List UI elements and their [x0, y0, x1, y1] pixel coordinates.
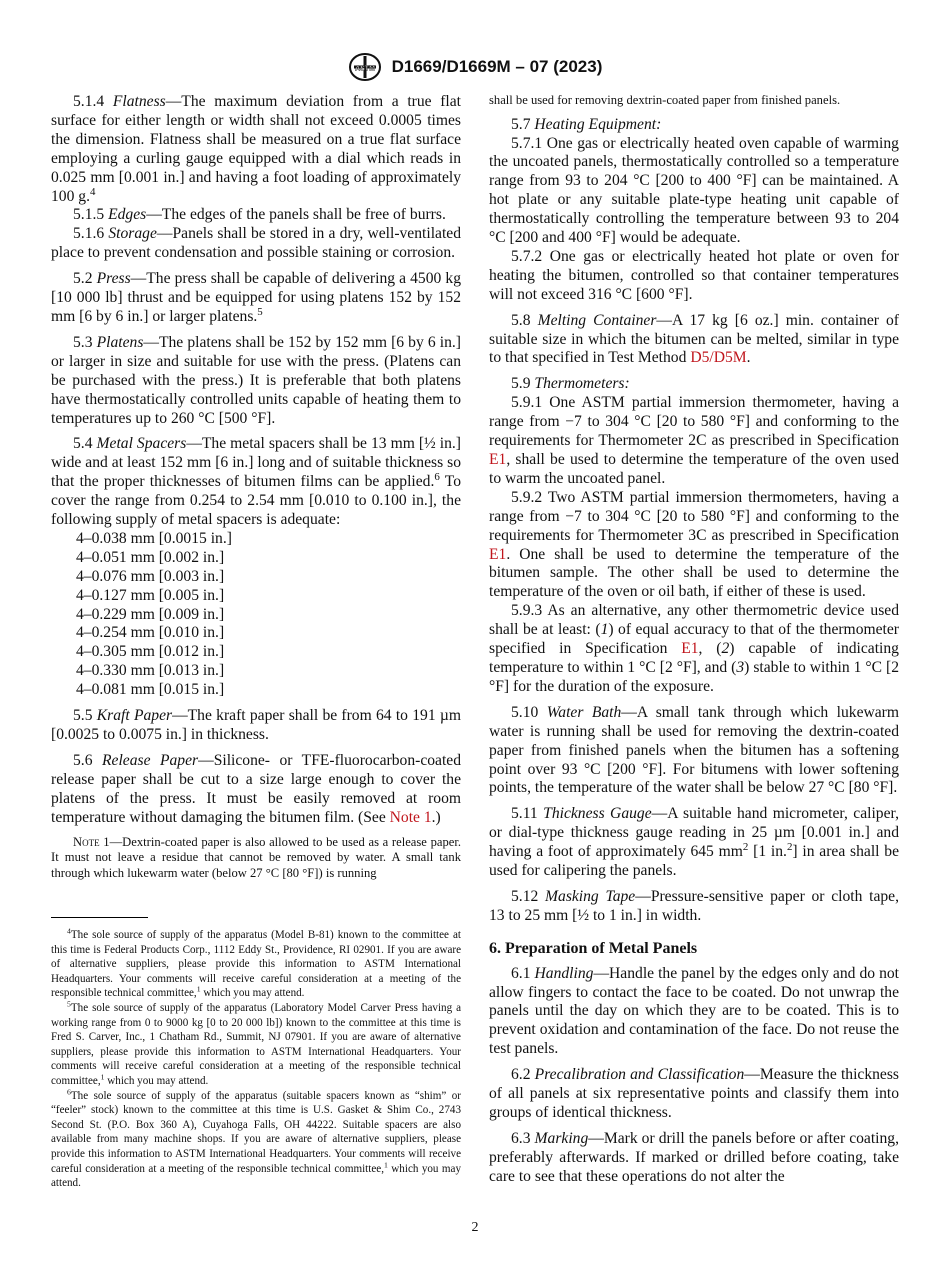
spacer-item: 4–0.330 mm [0.013 in.]	[76, 662, 225, 680]
note-1: Note 1—Dextrin-coated paper is also allowed to be used as a release paper. It must not leave a residue that cannot be removed by water. A small tank through which lukewarm water (below 27 °C [80 °F]) is running	[51, 834, 461, 880]
e1-link[interactable]: E1	[489, 545, 507, 563]
e1-link[interactable]: E1	[489, 451, 507, 468]
section-5-3: 5.3 Platens—The platens shall be 152 by 152 mm [6 by 6 in.] or larger in size and suitable for use with the press. (Platens can be purchased with the press.) It is preferable that both platens have thermostatically controlled units capable of heating them to temperatures up to 260 °C [500 °F].	[51, 333, 461, 427]
spacer-item: 4–0.254 mm [0.010 in.]	[76, 624, 225, 642]
note-1-continued: shall be used for removing dextrin-coated paper from finished panels.	[489, 93, 841, 107]
section-6-1: 6.1 Handling—Handle the panel by the edges only and do not allow fingers to contact the face to be coated. Do not unwrap the panels until the day on which they are to be coated. This is to prevent oxidation and contamination of the face. Do not reuse the test panels.	[489, 964, 900, 1058]
section-5-11: 5.11 Thickness Gauge—A suitable hand micrometer, caliper, or dial-type thickness gauge reading in 25 µm [0.001 in.] and having a foot of approximately 645 $mm^2$ [1 in.$^2$] in area shall be used for calipering the panels.	[489, 805, 899, 880]
spacer-item: 4–0.076 mm [0.003 in.]	[76, 567, 225, 585]
section-5-10: 5.10 Water Bath—A small tank through which lukewarm water is running shall be used for removing the dextrin-coated paper from finished panels when the bitumen has a softening point over 93 °C [200 °F]. For bitumens with lower softening points, the temperature of the water shall be below 27 °C [80 °F].	[489, 703, 900, 797]
d5-link[interactable]: D5/D5M	[690, 349, 747, 367]
footnote-4: $^4$The sole source of supply of the apparatus (Model B-81) known to the committee at this time is Federal Products Corp., 1112 Eddy St., Providence, RI 02901. If you are aware of alternative suppliers, please provide this information to ASTM International Headquarters. Your comments will receive careful consideration at a meeting of the responsible technical committee,$^1$ which you may attend.	[51, 926, 461, 1000]
section-5-9-1: 5.9.1 One ASTM partial immersion thermometer, having a range from −7 to 304 °C [20 to 580 °F] and conforming to the requirements for Thermometer 2C as prescribed in Specification E1, shall be used to determine the temperature of the oven used to warm the uncoated panel.	[489, 394, 899, 487]
page-header	[0, 52, 950, 82]
section-5-2: 5.2 Press—The press shall be capable of delivering a 4500 kg [10 000 lb] thrust and be equipped for using platens 152 by 152 mm [6 by 6 in.] or larger platens.$^5$	[51, 270, 461, 325]
section-5-6: 5.6 Release Paper—Silicone- or TFE-fluorocarbon-coated release paper shall be cut to a size large enough to cover the platens of the press. It must be easily removed at room temperature without damaging the bitumen film. (See Note 1.)	[51, 751, 462, 826]
footnote-5: $^5$The sole source of supply of the apparatus (Laboratory Model Carver Press having a working range from 0 to 9000 kg [0 to 20 000 lb]) known to the committee at this time is Fred S. Carver, Inc., 1 Chatham Rd., Summit, NJ 07901. If you are aware of alternative suppliers, please provide this information to ASTM International Headquarters. Your comments will receive careful consideration at a meeting of the responsible technical committee,$^1$ which you may attend.	[51, 999, 461, 1087]
note-1-link[interactable]: Note 1	[389, 808, 432, 826]
spacer-item: 4–0.229 mm [0.009 in.]	[76, 605, 225, 623]
section-5-1-4: 5.1.4 Flatness—The maximum deviation from a true flat surface for either length or width shall not exceed 0.0005 times the dimension. Flatness shall be measured on a true flat surface employing a curling gauge equipped with a dial which reads in 0.025 mm [0.001 in.] and having a foot loading of approximately 100 g.$^4$	[51, 93, 462, 205]
section-6-heading: 6. Preparation of Metal Panels	[489, 939, 698, 957]
document-designation: D1669/D1669M – 07 (2023)	[391, 57, 603, 76]
footnote-6: $^6$The sole source of supply of the apparatus (suitable spacers known as “shim” or “feeler” stock) known to the committee at this time is U.S. Gasket & Shim Co., 2743 Second St. (P.O. Box 360 A), Cuyahoga Falls, OH 44222. Suitable spacers are also available from many machine shops. If you are aware of alternative suppliers, please provide this information to ASTM International Headquarters. Your comments will receive careful consideration at a meeting of the responsible technical committee,$^1$ which you may attend.	[51, 1086, 461, 1190]
section-6-3: 6.3 Marking—Mark or drill the panels before or after coating, preferably afterwards. If marked or drilled before coating, take care to see that these operations do not alter the	[489, 1129, 899, 1185]
section-5-12: 5.12 Masking Tape—Pressure-sensitive paper or cloth tape, 13 to 25 mm [½ to 1 in.] in width.	[489, 887, 899, 924]
spacer-item: 4–0.127 mm [0.005 in.]	[76, 586, 225, 604]
section-5-5: 5.5 Kraft Paper—The kraft paper shall be from 64 to 191 µm [0.0025 to 0.0075 in.] in thickness.	[51, 707, 461, 743]
left-column	[51, 93, 461, 881]
section-5-9: 5.9 Thermometers:	[511, 375, 630, 393]
section-5-4: 5.4 Metal Spacers—The metal spacers shall be 13 mm [½ in.] wide and at least 152 mm [6 in.] long and of suitable thickness so that the proper thicknesses of bitumen films can be applied.$^6$ To cover the range from 0.254 to 2.54 mm [0.010 to 0.100 in.], the following supply of metal spacers is adequate:	[51, 435, 461, 529]
section-5-7-1: 5.7.1 One gas or electrically heated oven capable of warming the uncoated panels, thermostatically controlled so a temperature range from 93 to 204 °C [200 to 400 °F] can be maintained. A hot plate or any suitable plate-type heating unit capable of thermostatically controlling the temperature between 93 to 204 °C [200 and 400 °F] would be adequate.	[489, 134, 899, 247]
e1-link[interactable]: E1	[681, 640, 699, 658]
section-5-9-2: 5.9.2 Two ASTM partial immersion thermometers, having a range from −7 to 304 °C [20 to 580 °F] and conforming to the requirements for Thermometer 3C as prescribed in Specification E1. One shall be used to determine the temperature of the bitumen sample. The other shall be used to determine the temperature of the oven or oil bath, if either of these is used.	[489, 488, 900, 601]
svg-text:ASTM: ASTM	[354, 65, 375, 73]
spacer-item: 4–0.038 mm [0.0015 in.]	[76, 529, 232, 547]
section-5-1-6: 5.1.6 Storage—Panels shall be stored in a dry, well-ventilated place to prevent condensation and possible staining or corrosion.	[51, 225, 461, 262]
section-5-7-2: 5.7.2 One gas or electrically heated hot plate or oven for heating the bitumen, controlled so that container temperatures will not exceed 316 °C [600 °F].	[489, 247, 899, 303]
section-5-7: 5.7 Heating Equipment:	[511, 115, 662, 133]
section-5-8: 5.8 Melting Container—A 17 kg [6 oz.] min. container of suitable size in which the bitumen can be melted, similar in type to that specified in Test Method D5/D5M.	[489, 311, 899, 367]
right-column	[489, 93, 899, 1187]
astm-logo-icon	[348, 52, 382, 82]
footnotes	[51, 928, 461, 1191]
spacer-list	[51, 530, 461, 700]
section-5-9-3: 5.9.3 As an alternative, any other thermometric device used shall be at least: (1) of equal accuracy to that of the thermometer specified in Specification E1, (2) capable of indicating temperature to within 1 °C [2 °F], and (3) stable to within 1 °C [2 °F] for the duration of the exposure.	[489, 602, 899, 695]
spacer-item: 4–0.081 mm [0.015 in.]	[76, 681, 225, 699]
footnote-divider	[51, 917, 148, 918]
section-6-2: 6.2 Precalibration and Classification—Measure the thickness of all panels at six representative points and classify them into groups of identical thickness.	[489, 1066, 899, 1121]
spacer-item: 4–0.051 mm [0.002 in.]	[76, 548, 225, 566]
section-5-1-5: 5.1.5 Edges—The edges of the panels shall be free of burrs.	[73, 206, 446, 224]
page-number: 2	[471, 1220, 479, 1235]
spacer-item: 4–0.305 mm [0.012 in.]	[76, 643, 225, 661]
